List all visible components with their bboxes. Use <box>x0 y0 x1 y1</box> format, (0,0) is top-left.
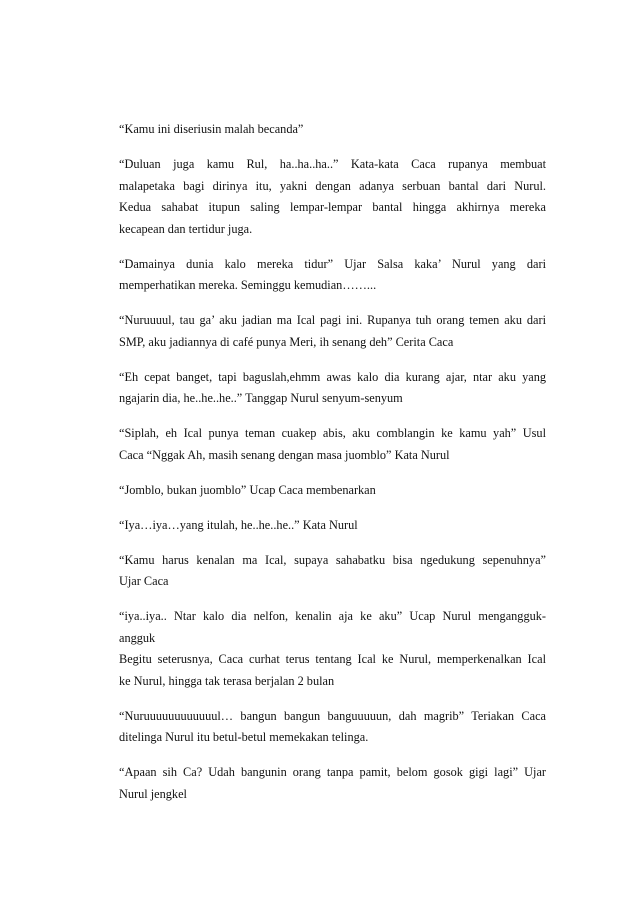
paragraph <box>119 649 546 692</box>
paragraph <box>119 154 546 240</box>
text-line: ngajarin dia, he..he..he..” Tanggap Nurul senyum-senyum <box>119 391 403 405</box>
text-line: ke Nurul, hingga tak terasa berjalan 2 bulan <box>119 673 335 688</box>
text-line: “Eh cepat banget, tapi baguslah,ehmm awas kalo dia kurang ajar, ntar aku yang <box>119 369 546 384</box>
paragraph <box>119 367 546 410</box>
text-line: “iya..iya.. Ntar kalo dia nelfon, kenalin aja ke aku” Ucap Nurul mengangguk- <box>119 609 546 623</box>
text-line: Ujar Caca <box>119 574 169 588</box>
text-line: malapetaka bagi dirinya itu, yakni dengan adanya serbuan bantal dari Nurul. <box>119 178 546 193</box>
paragraph <box>119 254 546 297</box>
text-line: Begitu seterusnya, Caca curhat terus tentang Ical ke Nurul, memperkenalkan Ical <box>119 652 546 666</box>
text-line: “Jomblo, bukan juomblo” Ucap Caca membenarkan <box>119 482 376 497</box>
text-line: Kedua sahabat itupun saling lempar-lempar bantal hingga akhirnya mereka <box>119 200 546 214</box>
text-line: “Kamu harus kenalan ma Ical, supaya sahabatku bisa ngedukung sepenuhnya” <box>119 552 546 567</box>
text-line: “Duluan juga kamu Rul, ha..ha..ha..” Kata-kata Caca rupanya membuat <box>119 157 546 171</box>
text-line: “Nuruuuul, tau ga’ aku jadian ma Ical pagi ini. Rupanya tuh orang temen aku dari <box>119 313 546 327</box>
document-body <box>119 119 546 819</box>
paragraph <box>119 119 546 141</box>
text-line: “Damainya dunia kalo mereka tidur” Ujar Salsa kaka’ Nurul yang dari <box>119 256 546 271</box>
text-line: Nurul jengkel <box>119 786 187 801</box>
paragraph <box>119 480 546 502</box>
text-line: Caca “Nggak Ah, masih senang dengan masa juomblo” Kata Nurul <box>119 447 450 462</box>
paragraph <box>119 762 546 805</box>
text-line: kecapean dan tertidur juga. <box>119 221 253 236</box>
paragraph <box>119 606 546 649</box>
paragraph <box>119 550 546 593</box>
paragraph <box>119 515 546 537</box>
text-line: “Nuruuuuuuuuuuuul… bangun bangun banguuuuun, dah magrib” Teriakan Caca <box>119 708 546 723</box>
paragraph <box>119 423 546 466</box>
paragraph <box>119 706 546 749</box>
text-line: angguk <box>119 630 156 645</box>
text-line: ditelinga Nurul itu betul-betul memekakan telinga. <box>119 730 369 744</box>
text-line: “Apaan sih Ca? Udah bangunin orang tanpa pamit, belom gosok gigi lagi” Ujar <box>119 765 546 779</box>
text-line: memperhatikan mereka. Seminggu kemudian……... <box>119 278 377 292</box>
text-line: “Siplah, eh Ical punya teman cuakep abis, aku comblangin ke kamu yah” Usul <box>119 426 546 440</box>
text-line: “Iya…iya…yang itulah, he..he..he..” Kata Nurul <box>119 517 358 532</box>
paragraph <box>119 310 546 353</box>
text-line: SMP, aku jadiannya di café punya Meri, ih senang deh” Cerita Caca <box>119 334 454 349</box>
text-line: “Kamu ini diseriusin malah becanda” <box>119 122 304 136</box>
